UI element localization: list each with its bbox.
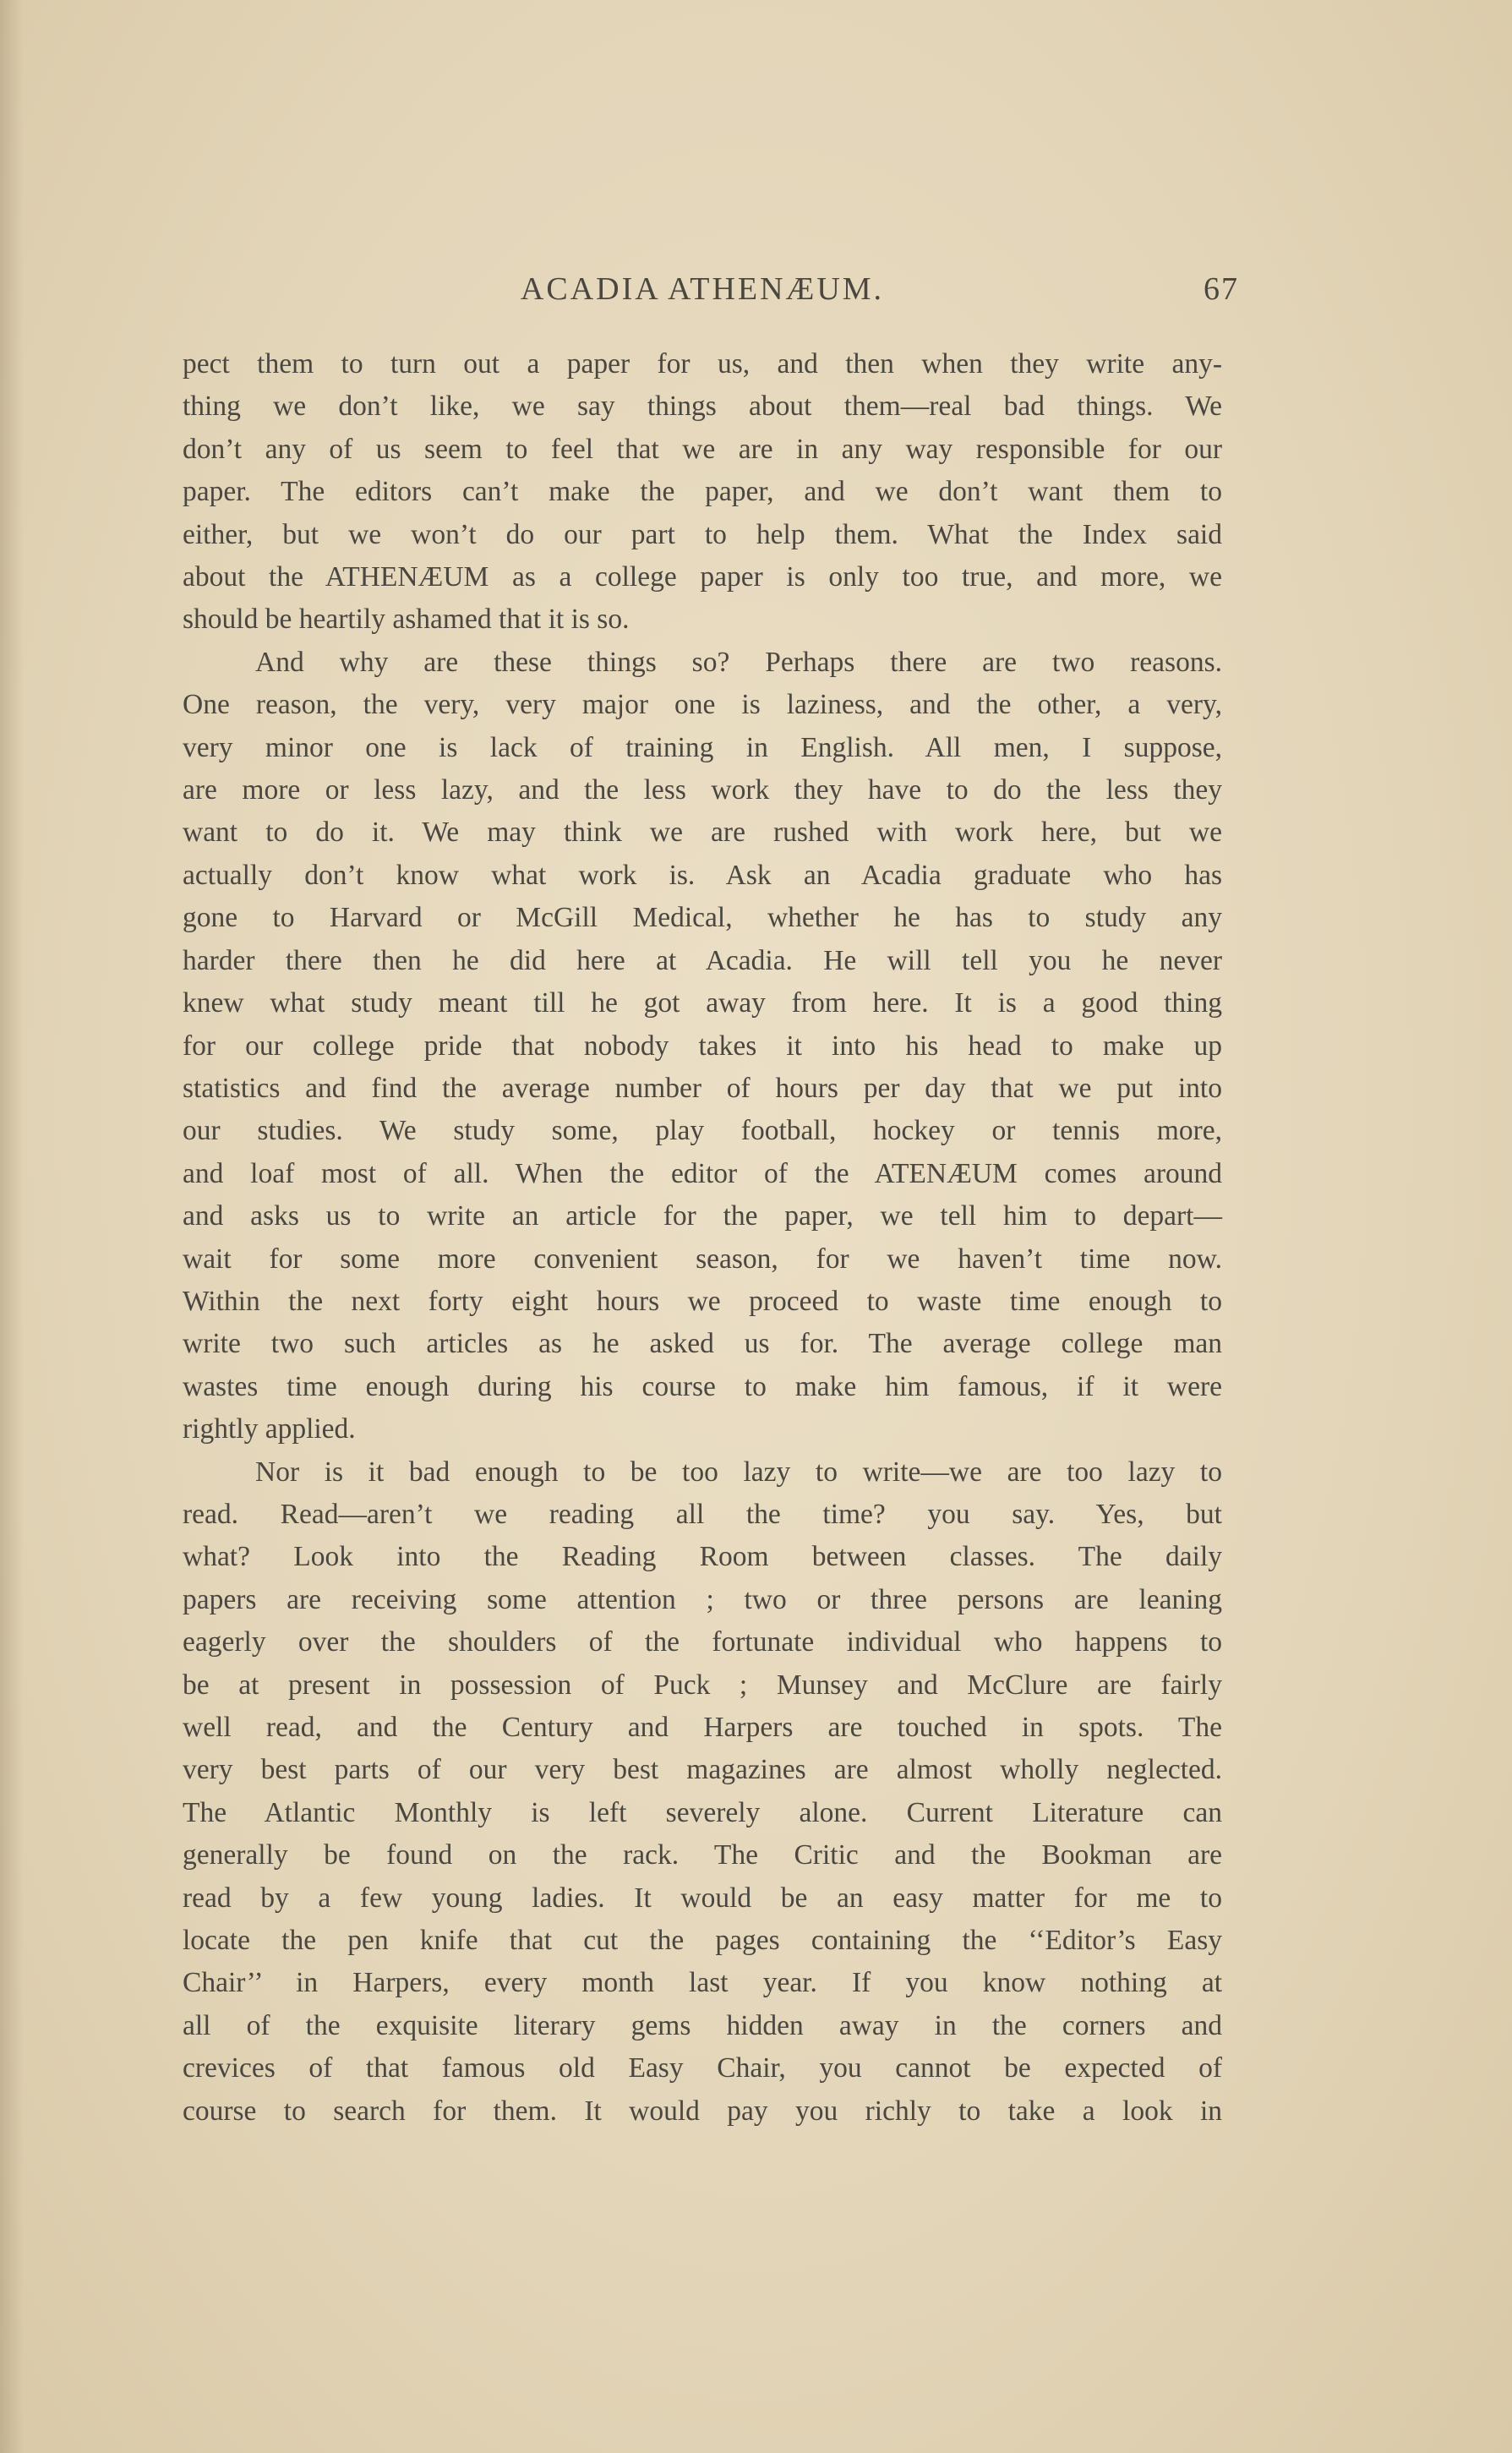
text-line: locate the pen knife that cut the pages containing the ‘‘Editor’s Easy [183, 1925, 1222, 1957]
text-line: are more or less lazy, and the less work they have to do the less they [183, 774, 1222, 806]
text-line: rightly applied. [183, 1413, 356, 1445]
page-edge-shadow [0, 0, 24, 2453]
text-line: papers are receiving some attention ; two or three persons are leaning [183, 1583, 1222, 1615]
text-line: want to do it. We may think we are rushed with work here, but we [183, 817, 1222, 849]
text-line: write two such articles as he asked us for. The average college man [183, 1328, 1222, 1360]
text-line: gone to Harvard or McGill Medical, whether he has to study any [183, 902, 1222, 934]
text-line: actually don’t know what work is. Ask an Acadia graduate who has [183, 859, 1222, 891]
paragraph [183, 642, 1222, 1451]
text-line: well read, and the Century and Harpers are touched in spots. The [183, 1712, 1222, 1743]
text-line: don’t any of us seem to feel that we are in any way responsible for our [183, 433, 1222, 465]
text-line: crevices of that famous old Easy Chair, you cannot be expected of [183, 2052, 1222, 2084]
text-line: harder there then he did here at Acadia. He will tell you he never [183, 944, 1222, 976]
text-line: Within the next forty eight hours we proceed to waste time enough to [183, 1285, 1222, 1317]
text-line: course to search for them. It would pay you richly to take a look in [183, 2095, 1222, 2127]
page-number: 67 [1204, 271, 1239, 307]
running-head [183, 270, 1239, 321]
text-line: read by a few young ladies. It would be an easy matter for me to [183, 1882, 1222, 1914]
text-line: Nor is it bad enough to be too lazy to write—we are too lazy to [255, 1456, 1222, 1488]
body-text [183, 343, 1222, 2133]
text-line: eagerly over the shoulders of the fortunate individual who happens to [183, 1626, 1222, 1658]
text-line: very minor one is lack of training in English. All men, I suppose, [183, 731, 1222, 763]
running-title: ACADIA ATHENÆUM. [520, 271, 885, 307]
text-line: paper. The editors can’t make the paper, and we don’t want them to [183, 476, 1222, 508]
text-line: knew what study meant till he got away from here. It is a good thing [183, 987, 1222, 1019]
text-line: what? Look into the Reading Room between classes. The daily [183, 1541, 1222, 1573]
text-line: very best parts of our very best magazines are almost wholly neglected. [183, 1754, 1222, 1786]
text-line: and loaf most of all. When the editor of the ATENÆUM comes around [183, 1157, 1222, 1189]
text-line: all of the exquisite literary gems hidden away in the corners and [183, 2009, 1222, 2041]
text-line: thing we don’t like, we say things about them—real bad things. We [183, 391, 1222, 423]
text-line: wait for some more convenient season, for we haven’t time now. [183, 1243, 1222, 1275]
text-line: read. Read—aren’t we reading all the time? you say. Yes, but [183, 1498, 1222, 1530]
text-line: for our college pride that nobody takes it into his head to make up [183, 1030, 1222, 1062]
text-line: statistics and find the average number of hours per day that we put into [183, 1072, 1222, 1104]
document-page [183, 270, 1239, 2133]
text-line: be at present in possession of Puck ; Munsey and McClure are fairly [183, 1669, 1222, 1701]
text-line: The Atlantic Monthly is left severely alone. Current Literature can [183, 1796, 1222, 1828]
text-line: should be heartily ashamed that it is so. [183, 604, 630, 636]
text-line: wastes time enough during his course to make him famous, if it were [183, 1370, 1222, 1402]
text-line: either, but we won’t do our part to help them. What the Index said [183, 518, 1222, 550]
paragraph [183, 343, 1222, 642]
text-line: and asks us to write an article for the paper, we tell him to depart— [183, 1200, 1222, 1232]
text-line: our studies. We study some, play football, hockey or tennis more, [183, 1115, 1222, 1147]
paragraph [183, 1451, 1222, 2133]
text-line: Chair’’ in Harpers, every month last year. If you know nothing at [183, 1967, 1222, 1999]
text-line: about the ATHENÆUM as a college paper is only too true, and more, we [183, 561, 1222, 593]
text-line: One reason, the very, very major one is laziness, and the other, a very, [183, 689, 1222, 721]
text-line: pect them to turn out a paper for us, and then when they write any- [183, 348, 1222, 380]
text-line: And why are these things so? Perhaps there are two reasons. [255, 646, 1222, 678]
text-line: generally be found on the rack. The Critic and the Bookman are [183, 1839, 1222, 1871]
